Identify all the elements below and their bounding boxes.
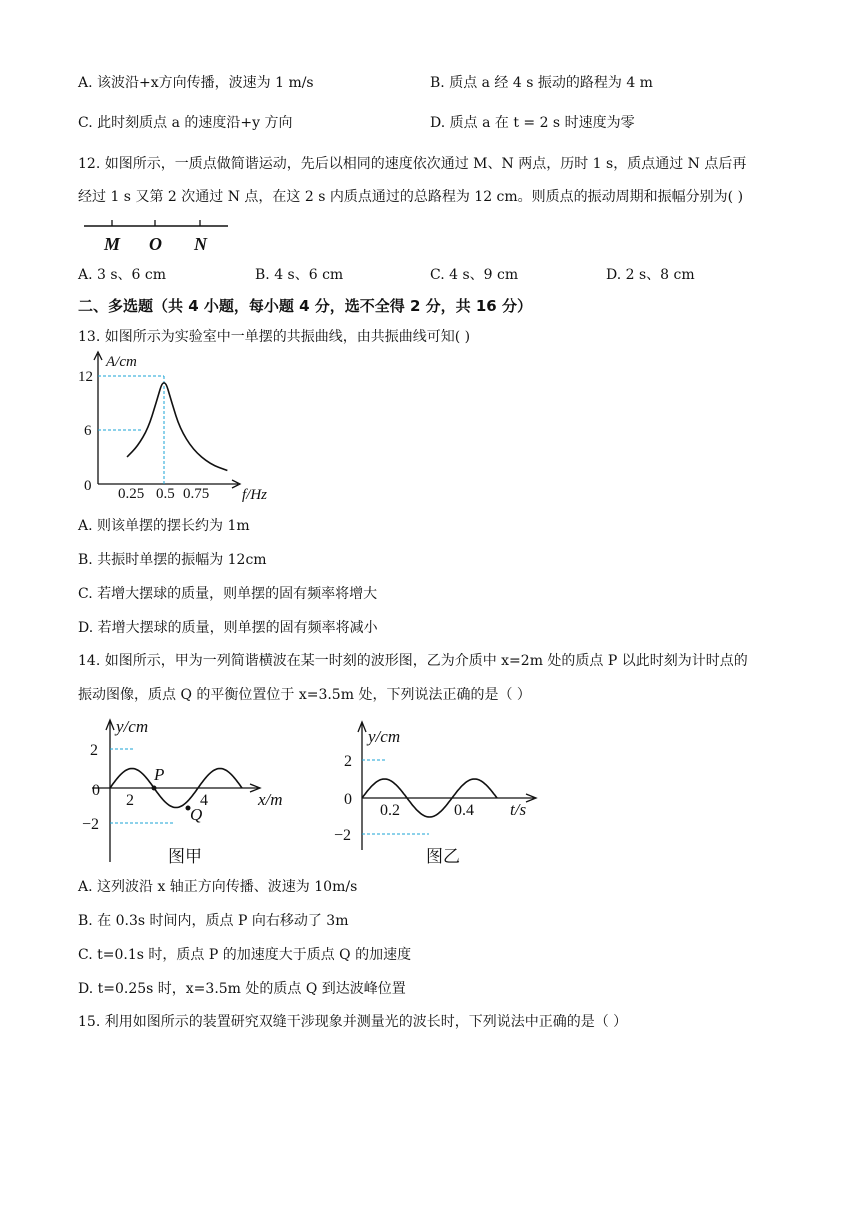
q12-option-a: A. 3 s、6 cm — [78, 267, 167, 283]
q13-option-a: A. 则该单摆的摆长约为 1m — [78, 518, 250, 534]
q14-stem-line2: 振动图像，质点 Q 的平衡位置位于 x=3.5m 处，下列说法正确的是（ ） — [78, 687, 531, 703]
q15-stem: 15. 利用如图所示的装置研究双缝干涉现象并测量光的波长时，下列说法中正确的是（ ） — [78, 1014, 628, 1030]
q12-option-b: B. 4 s、6 cm — [255, 267, 344, 283]
q11-option-b: B. 质点 a 经 4 s 振动的路程为 4 m — [430, 75, 653, 91]
q12-stem-line1: 12. 如图所示，一质点做简谐运动，先后以相同的速度依次通过 M、N 两点，历时 1 s，质点通过 N 点后再 — [78, 156, 747, 172]
q12-option-d: D. 2 s、8 cm — [606, 267, 695, 283]
q13-x-tick-05: 0.5 — [156, 486, 175, 502]
section-title-multiple-choice: 二、多选题（共 4 小题，每小题 4 分，选不全得 2 分，共 16 分） — [78, 297, 532, 315]
q14b-x-tick-02: 0.2 — [380, 802, 400, 819]
q13-x-tick-075: 0.75 — [183, 486, 210, 502]
q13-resonance-chart — [70, 346, 290, 506]
q14-vibration-graph-yi — [334, 712, 564, 872]
q11-option-a: A. 该波沿+x方向传播，波速为 1 m/s — [78, 75, 314, 91]
q13-option-b: B. 共振时单摆的振幅为 12cm — [78, 552, 267, 568]
q14a-point-p — [152, 786, 157, 791]
q13-resonance-curve — [127, 383, 227, 471]
q13-x-tick-025: 0.25 — [118, 486, 145, 502]
q14a-x-label: x/m — [258, 790, 283, 809]
q14-option-b: B. 在 0.3s 时间内，质点 P 向右移动了 3m — [78, 913, 349, 929]
q14a-label-p: P — [154, 765, 165, 784]
q14-option-c: C. t=0.1s 时，质点 P 的加速度大于质点 Q 的加速度 — [78, 947, 412, 963]
q14-stem-line1: 14. 如图所示，甲为一列简谐横波在某一时刻的波形图，乙为介质中 x=2m 处的质点 P 以此时刻为计时点的 — [78, 653, 748, 669]
q14b-x-label: t/s — [510, 800, 527, 819]
q12-figure — [80, 214, 240, 256]
q14a-x-tick-4: 4 — [200, 792, 208, 809]
q14-option-d: D. t=0.25s 时，x=3.5m 处的质点 Q 到达波峰位置 — [78, 981, 406, 997]
q13-origin-label: 0 — [84, 478, 92, 494]
q14b-x-tick-04: 0.4 — [454, 802, 474, 819]
q12-label-n: N — [194, 234, 207, 254]
q14b-y-tick-neg2: −2 — [334, 827, 352, 844]
q14a-caption: 图甲 — [168, 847, 202, 866]
q14b-y-tick-2: 2 — [344, 753, 352, 770]
q14a-y-label: y/cm — [116, 717, 149, 736]
q14a-y-tick-2: 2 — [90, 742, 98, 759]
q14b-caption: 图乙 — [426, 847, 460, 866]
q13-stem: 13. 如图所示为实验室中一单摆的共振曲线，由共振曲线可知( ) — [78, 329, 471, 345]
q14b-y-label: y/cm — [368, 727, 401, 746]
q13-y-tick-12: 12 — [78, 369, 93, 385]
q12-label-m: M — [104, 234, 121, 254]
q13-y-tick-6: 6 — [84, 423, 92, 439]
q13-option-d: D. 若增大摆球的质量，则单摆的固有频率将减小 — [78, 620, 378, 636]
q12-option-c: C. 4 s、9 cm — [430, 267, 519, 283]
q11-option-d: D. 质点 a 在 t = 2 s 时速度为零 — [430, 115, 635, 131]
q12-label-o: O — [149, 234, 162, 254]
q14b-y-tick-0: 0 — [344, 791, 352, 808]
q11-option-c: C. 此时刻质点 a 的速度沿+y 方向 — [78, 115, 293, 131]
q13-y-axis-label: A/cm — [106, 354, 137, 370]
q14a-label-q: Q — [190, 805, 203, 824]
q13-x-axis-label: f/Hz — [242, 487, 268, 503]
q14-wave-graph-jia — [82, 712, 312, 872]
q14a-y-tick-neg2: −2 — [82, 816, 100, 833]
q13-option-c: C. 若增大摆球的质量，则单摆的固有频率将增大 — [78, 586, 378, 602]
q14-option-a: A. 这列波沿 x 轴正方向传播、波速为 10m/s — [78, 879, 358, 895]
q12-stem-line2: 经过 1 s 又第 2 次通过 N 点，在这 2 s 内质点通过的总路程为 12 cm。则质点的振动周期和振幅分别为( ) — [78, 189, 744, 205]
q14a-y-tick-0: 0 — [92, 782, 100, 799]
q14a-x-tick-2: 2 — [126, 792, 134, 809]
